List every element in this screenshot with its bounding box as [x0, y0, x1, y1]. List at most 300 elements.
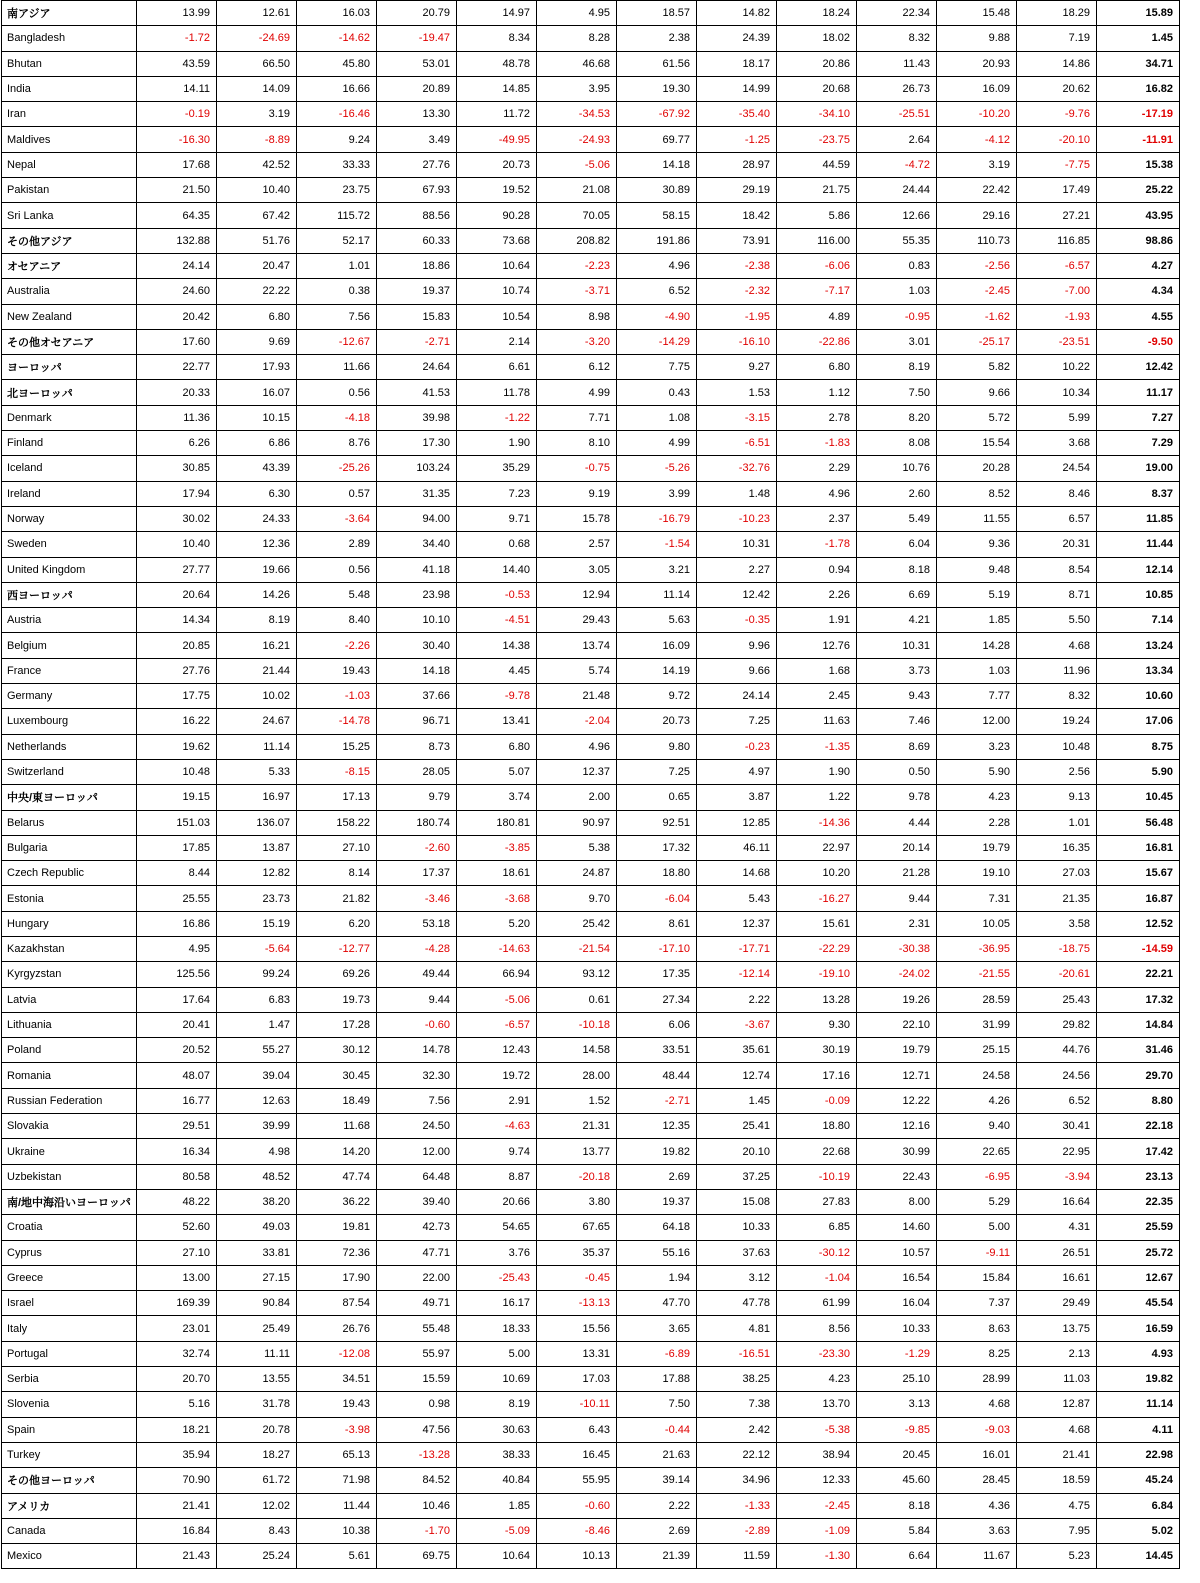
value-cell: 115.72: [297, 203, 377, 228]
value-cell: 10.31: [857, 633, 937, 658]
value-cell: 4.21: [857, 608, 937, 633]
value-cell: 9.30: [777, 1012, 857, 1037]
value-cell: 3.87: [697, 785, 777, 810]
total-cell: 19.00: [1097, 456, 1180, 481]
value-cell: -6.57: [457, 1012, 537, 1037]
row-label: Australia: [2, 279, 137, 304]
value-cell: 13.99: [137, 1, 217, 26]
value-cell: 8.43: [217, 1518, 297, 1543]
value-cell: -34.53: [537, 102, 617, 127]
value-cell: 19.15: [137, 785, 217, 810]
value-cell: -1.04: [777, 1265, 857, 1290]
value-cell: 191.86: [617, 228, 697, 253]
value-cell: 30.40: [377, 633, 457, 658]
value-cell: 51.76: [217, 228, 297, 253]
value-cell: 1.48: [697, 481, 777, 506]
value-cell: 3.95: [537, 76, 617, 101]
row-label: Finland: [2, 431, 137, 456]
value-cell: 3.63: [937, 1518, 1017, 1543]
value-cell: 18.24: [777, 1, 857, 26]
value-cell: 22.77: [137, 355, 217, 380]
value-cell: 58.15: [617, 203, 697, 228]
value-cell: 22.10: [857, 1012, 937, 1037]
total-cell: 34.71: [1097, 51, 1180, 76]
value-cell: 7.75: [617, 355, 697, 380]
value-cell: 46.11: [697, 835, 777, 860]
value-cell: 5.63: [617, 608, 697, 633]
value-cell: 9.96: [697, 633, 777, 658]
value-cell: -23.51: [1017, 329, 1097, 354]
value-cell: 1.53: [697, 380, 777, 405]
value-cell: 11.63: [777, 709, 857, 734]
value-cell: 16.17: [457, 1291, 537, 1316]
value-cell: 5.61: [297, 1544, 377, 1569]
value-cell: -5.64: [217, 936, 297, 961]
value-cell: 9.48: [937, 557, 1017, 582]
value-cell: 35.29: [457, 456, 537, 481]
table-group-row: [2, 253, 1180, 278]
table-row: [2, 506, 1180, 531]
row-label: その他アジア: [2, 228, 137, 253]
value-cell: 6.80: [777, 355, 857, 380]
value-cell: -5.09: [457, 1518, 537, 1543]
value-cell: 24.54: [1017, 456, 1097, 481]
value-cell: 10.48: [137, 759, 217, 784]
row-label: Portugal: [2, 1341, 137, 1366]
value-cell: 12.37: [697, 911, 777, 936]
row-label: Poland: [2, 1038, 137, 1063]
value-cell: 11.96: [1017, 658, 1097, 683]
value-cell: -1.62: [937, 304, 1017, 329]
value-cell: 20.31: [1017, 532, 1097, 557]
value-cell: 15.48: [937, 1, 1017, 26]
value-cell: 8.46: [1017, 481, 1097, 506]
value-cell: 15.59: [377, 1367, 457, 1392]
value-cell: 5.33: [217, 759, 297, 784]
total-cell: 16.87: [1097, 886, 1180, 911]
value-cell: 15.19: [217, 911, 297, 936]
value-cell: 21.39: [617, 1544, 697, 1569]
value-cell: 10.02: [217, 684, 297, 709]
value-cell: 10.31: [697, 532, 777, 557]
row-label: その他ヨーロッパ: [2, 1468, 137, 1493]
value-cell: 7.71: [537, 405, 617, 430]
value-cell: 17.30: [377, 431, 457, 456]
table-row: [2, 532, 1180, 557]
value-cell: 64.48: [377, 1164, 457, 1189]
value-cell: 21.35: [1017, 886, 1097, 911]
value-cell: 3.58: [1017, 911, 1097, 936]
value-cell: -3.46: [377, 886, 457, 911]
row-label: Uzbekistan: [2, 1164, 137, 1189]
value-cell: 36.22: [297, 1189, 377, 1214]
value-cell: 20.45: [857, 1442, 937, 1467]
total-cell: 15.67: [1097, 861, 1180, 886]
value-cell: 12.42: [697, 582, 777, 607]
value-cell: 11.72: [457, 102, 537, 127]
value-cell: 10.46: [377, 1493, 457, 1518]
value-cell: 8.28: [537, 26, 617, 51]
value-cell: 4.75: [1017, 1493, 1097, 1518]
value-cell: 15.83: [377, 304, 457, 329]
value-cell: 4.96: [777, 481, 857, 506]
value-cell: 10.33: [697, 1215, 777, 1240]
value-cell: 14.20: [297, 1139, 377, 1164]
value-cell: 20.70: [137, 1367, 217, 1392]
value-cell: 67.93: [377, 178, 457, 203]
row-label: Greece: [2, 1265, 137, 1290]
value-cell: 0.56: [297, 557, 377, 582]
value-cell: 8.25: [937, 1341, 1017, 1366]
row-label: オセアニア: [2, 253, 137, 278]
value-cell: 110.73: [937, 228, 1017, 253]
total-cell: 17.06: [1097, 709, 1180, 734]
value-cell: 0.65: [617, 785, 697, 810]
value-cell: 1.90: [777, 759, 857, 784]
value-cell: 39.98: [377, 405, 457, 430]
value-cell: 17.88: [617, 1367, 697, 1392]
value-cell: 84.52: [377, 1468, 457, 1493]
value-cell: 6.80: [217, 304, 297, 329]
value-cell: 20.42: [137, 304, 217, 329]
value-cell: 37.66: [377, 684, 457, 709]
row-label: Ukraine: [2, 1139, 137, 1164]
value-cell: 4.23: [777, 1367, 857, 1392]
value-cell: 35.37: [537, 1240, 617, 1265]
table-row: [2, 76, 1180, 101]
row-label: Latvia: [2, 987, 137, 1012]
value-cell: 73.91: [697, 228, 777, 253]
total-cell: 4.27: [1097, 253, 1180, 278]
value-cell: 18.21: [137, 1417, 217, 1442]
value-cell: 17.13: [297, 785, 377, 810]
value-cell: 2.69: [617, 1164, 697, 1189]
value-cell: 4.44: [857, 810, 937, 835]
value-cell: 16.84: [137, 1518, 217, 1543]
row-label: Sweden: [2, 532, 137, 557]
total-cell: 14.84: [1097, 1012, 1180, 1037]
value-cell: 49.03: [217, 1215, 297, 1240]
value-cell: 64.35: [137, 203, 217, 228]
value-cell: 48.44: [617, 1063, 697, 1088]
value-cell: 8.61: [617, 911, 697, 936]
value-cell: 23.98: [377, 582, 457, 607]
value-cell: 28.59: [937, 987, 1017, 1012]
value-cell: 132.88: [137, 228, 217, 253]
value-cell: 17.32: [617, 835, 697, 860]
row-label: Mexico: [2, 1544, 137, 1569]
value-cell: 9.66: [937, 380, 1017, 405]
value-cell: -2.71: [617, 1088, 697, 1113]
value-cell: -14.63: [457, 936, 537, 961]
value-cell: 24.58: [937, 1063, 1017, 1088]
value-cell: -1.70: [377, 1518, 457, 1543]
value-cell: 16.07: [217, 380, 297, 405]
value-cell: 93.12: [537, 962, 617, 987]
value-cell: 20.93: [937, 51, 1017, 76]
value-cell: 18.80: [777, 1114, 857, 1139]
value-cell: 21.63: [617, 1442, 697, 1467]
value-cell: -1.93: [1017, 304, 1097, 329]
value-cell: 30.02: [137, 506, 217, 531]
value-cell: 19.79: [857, 1038, 937, 1063]
value-cell: -1.83: [777, 431, 857, 456]
value-cell: -23.30: [777, 1341, 857, 1366]
value-cell: 6.12: [537, 355, 617, 380]
table-row: [2, 1316, 1180, 1341]
value-cell: -10.19: [777, 1164, 857, 1189]
row-label: Slovakia: [2, 1114, 137, 1139]
value-cell: 30.19: [777, 1038, 857, 1063]
value-cell: 24.39: [697, 26, 777, 51]
total-cell: 98.86: [1097, 228, 1180, 253]
value-cell: 71.98: [297, 1468, 377, 1493]
value-cell: 28.99: [937, 1367, 1017, 1392]
total-cell: 31.46: [1097, 1038, 1180, 1063]
value-cell: -17.71: [697, 936, 777, 961]
value-cell: -4.28: [377, 936, 457, 961]
value-cell: 52.60: [137, 1215, 217, 1240]
value-cell: 6.26: [137, 431, 217, 456]
value-cell: -12.14: [697, 962, 777, 987]
value-cell: 9.19: [537, 481, 617, 506]
value-cell: -14.36: [777, 810, 857, 835]
value-cell: 47.71: [377, 1240, 457, 1265]
value-cell: -9.03: [937, 1417, 1017, 1442]
value-cell: 3.13: [857, 1392, 937, 1417]
value-cell: 6.69: [857, 582, 937, 607]
value-cell: 13.75: [1017, 1316, 1097, 1341]
value-cell: 7.25: [617, 759, 697, 784]
value-cell: 34.40: [377, 532, 457, 557]
value-cell: 49.71: [377, 1291, 457, 1316]
value-cell: 11.66: [297, 355, 377, 380]
value-cell: 11.14: [217, 734, 297, 759]
value-cell: 10.33: [857, 1316, 937, 1341]
value-cell: -5.06: [537, 152, 617, 177]
value-cell: 12.36: [217, 532, 297, 557]
value-cell: 12.37: [537, 759, 617, 784]
value-cell: 5.48: [297, 582, 377, 607]
value-cell: 12.74: [697, 1063, 777, 1088]
value-cell: -4.18: [297, 405, 377, 430]
value-cell: -9.78: [457, 684, 537, 709]
value-cell: -3.85: [457, 835, 537, 860]
row-label: ヨーロッパ: [2, 355, 137, 380]
value-cell: 9.70: [537, 886, 617, 911]
value-cell: 23.73: [217, 886, 297, 911]
row-label: Slovenia: [2, 1392, 137, 1417]
value-cell: 8.87: [457, 1164, 537, 1189]
value-cell: 8.44: [137, 861, 217, 886]
value-cell: 19.81: [297, 1215, 377, 1240]
total-cell: 11.17: [1097, 380, 1180, 405]
value-cell: 14.18: [617, 152, 697, 177]
value-cell: 35.61: [697, 1038, 777, 1063]
value-cell: 46.68: [537, 51, 617, 76]
value-cell: 12.43: [457, 1038, 537, 1063]
row-label: Nepal: [2, 152, 137, 177]
value-cell: 14.38: [457, 633, 537, 658]
value-cell: 18.33: [457, 1316, 537, 1341]
value-cell: -5.06: [457, 987, 537, 1012]
value-cell: 4.31: [1017, 1215, 1097, 1240]
value-cell: 14.19: [617, 658, 697, 683]
value-cell: 17.49: [1017, 178, 1097, 203]
value-cell: 4.26: [937, 1088, 1017, 1113]
value-cell: -3.64: [297, 506, 377, 531]
value-cell: 16.61: [1017, 1265, 1097, 1290]
value-cell: 32.74: [137, 1341, 217, 1366]
value-cell: 0.43: [617, 380, 697, 405]
total-cell: 22.98: [1097, 1442, 1180, 1467]
value-cell: 6.52: [1017, 1088, 1097, 1113]
value-cell: 158.22: [297, 810, 377, 835]
value-cell: 33.33: [297, 152, 377, 177]
value-cell: 18.42: [697, 203, 777, 228]
value-cell: 12.76: [777, 633, 857, 658]
value-cell: 10.22: [1017, 355, 1097, 380]
value-cell: 12.22: [857, 1088, 937, 1113]
value-cell: 55.97: [377, 1341, 457, 1366]
value-cell: 180.81: [457, 810, 537, 835]
value-cell: 2.14: [457, 329, 537, 354]
value-cell: 25.15: [937, 1038, 1017, 1063]
value-cell: 55.16: [617, 1240, 697, 1265]
value-cell: 20.73: [457, 152, 537, 177]
value-cell: 9.44: [377, 987, 457, 1012]
value-cell: -16.30: [137, 127, 217, 152]
value-cell: -6.04: [617, 886, 697, 911]
value-cell: -35.40: [697, 102, 777, 127]
value-cell: 9.27: [697, 355, 777, 380]
table-group-row: [2, 355, 1180, 380]
value-cell: -36.95: [937, 936, 1017, 961]
total-cell: -9.50: [1097, 329, 1180, 354]
value-cell: 103.24: [377, 456, 457, 481]
value-cell: 116.85: [1017, 228, 1097, 253]
total-cell: 29.70: [1097, 1063, 1180, 1088]
value-cell: -0.44: [617, 1417, 697, 1442]
table-row: [2, 1240, 1180, 1265]
value-cell: 55.35: [857, 228, 937, 253]
value-cell: 29.51: [137, 1114, 217, 1139]
value-cell: -4.63: [457, 1114, 537, 1139]
value-cell: 35.94: [137, 1442, 217, 1467]
value-cell: 19.43: [297, 658, 377, 683]
value-cell: 20.66: [457, 1189, 537, 1214]
row-label: Italy: [2, 1316, 137, 1341]
table-row: [2, 1114, 1180, 1139]
value-cell: 45.80: [297, 51, 377, 76]
row-label: アメリカ: [2, 1493, 137, 1518]
value-cell: 21.43: [137, 1544, 217, 1569]
value-cell: 22.00: [377, 1265, 457, 1290]
value-cell: 2.64: [857, 127, 937, 152]
total-cell: 13.24: [1097, 633, 1180, 658]
value-cell: 4.98: [217, 1139, 297, 1164]
value-cell: 30.85: [137, 456, 217, 481]
value-cell: -3.94: [1017, 1164, 1097, 1189]
value-cell: 10.54: [457, 304, 537, 329]
value-cell: 43.39: [217, 456, 297, 481]
table-row: [2, 1392, 1180, 1417]
value-cell: 53.18: [377, 911, 457, 936]
table-row: [2, 127, 1180, 152]
table-row: [2, 51, 1180, 76]
value-cell: 13.74: [537, 633, 617, 658]
row-label: Bangladesh: [2, 26, 137, 51]
value-cell: -10.20: [937, 102, 1017, 127]
value-cell: 2.37: [777, 506, 857, 531]
value-cell: 14.40: [457, 557, 537, 582]
value-cell: 3.01: [857, 329, 937, 354]
total-cell: 4.55: [1097, 304, 1180, 329]
value-cell: 0.57: [297, 481, 377, 506]
value-cell: 0.61: [537, 987, 617, 1012]
value-cell: 19.52: [457, 178, 537, 203]
value-cell: 10.64: [457, 1544, 537, 1569]
value-cell: 19.79: [937, 835, 1017, 860]
row-label: Hungary: [2, 911, 137, 936]
value-cell: 19.30: [617, 76, 697, 101]
value-cell: 11.68: [297, 1114, 377, 1139]
value-cell: 22.43: [857, 1164, 937, 1189]
row-label: Maldives: [2, 127, 137, 152]
value-cell: 10.74: [457, 279, 537, 304]
value-cell: 7.50: [857, 380, 937, 405]
value-cell: 2.56: [1017, 759, 1097, 784]
value-cell: 16.66: [297, 76, 377, 101]
value-cell: 4.36: [937, 1493, 1017, 1518]
value-cell: 20.62: [1017, 76, 1097, 101]
row-label: Russian Federation: [2, 1088, 137, 1113]
value-cell: -10.18: [537, 1012, 617, 1037]
value-cell: -22.29: [777, 936, 857, 961]
row-label: India: [2, 76, 137, 101]
value-cell: 19.26: [857, 987, 937, 1012]
value-cell: -12.67: [297, 329, 377, 354]
value-cell: 33.81: [217, 1240, 297, 1265]
value-cell: 22.12: [697, 1442, 777, 1467]
value-cell: 44.59: [777, 152, 857, 177]
table-row: [2, 1367, 1180, 1392]
table-group-row: [2, 1493, 1180, 1518]
value-cell: -16.51: [697, 1341, 777, 1366]
value-cell: 3.12: [697, 1265, 777, 1290]
table-row: [2, 203, 1180, 228]
table-row: [2, 1442, 1180, 1467]
value-cell: 19.82: [617, 1139, 697, 1164]
value-cell: 12.00: [377, 1139, 457, 1164]
value-cell: 21.82: [297, 886, 377, 911]
table-row: [2, 1139, 1180, 1164]
value-cell: 22.34: [857, 1, 937, 26]
value-cell: 3.68: [1017, 431, 1097, 456]
value-cell: 80.58: [137, 1164, 217, 1189]
value-cell: 2.22: [617, 1493, 697, 1518]
value-cell: 26.73: [857, 76, 937, 101]
value-cell: -1.95: [697, 304, 777, 329]
value-cell: 0.50: [857, 759, 937, 784]
table-group-row: [2, 1189, 1180, 1214]
value-cell: 8.08: [857, 431, 937, 456]
row-label: Iran: [2, 102, 137, 127]
value-cell: 3.99: [617, 481, 697, 506]
value-cell: -24.02: [857, 962, 937, 987]
value-cell: 20.64: [137, 582, 217, 607]
value-cell: 6.85: [777, 1215, 857, 1240]
